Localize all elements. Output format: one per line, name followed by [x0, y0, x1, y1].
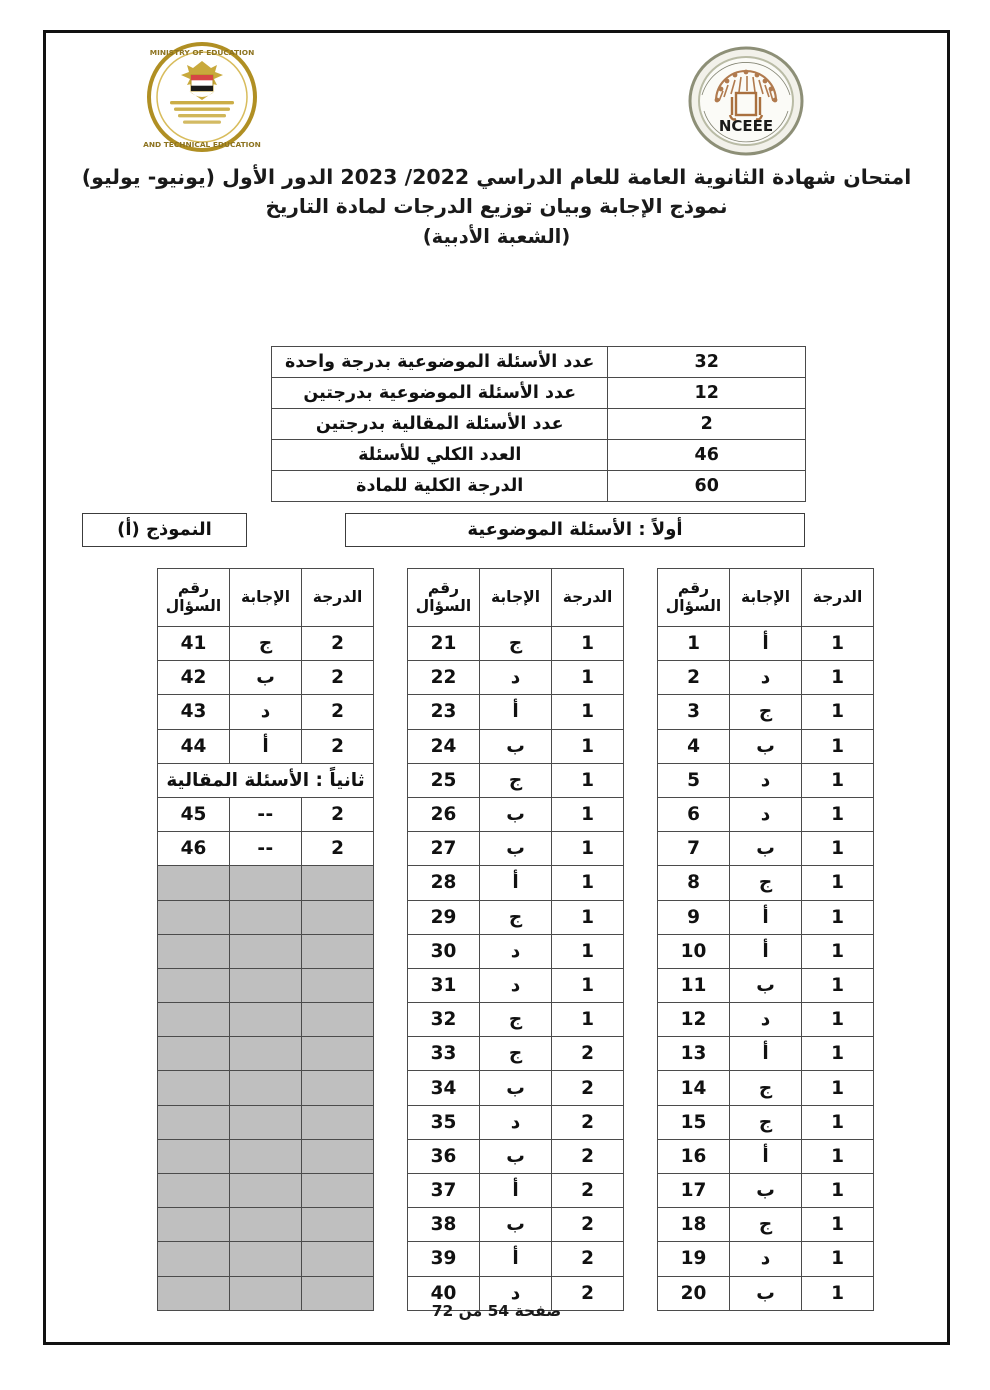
- cell-answer: د: [480, 1276, 552, 1310]
- table-row: [658, 763, 874, 797]
- header-degree: الدرجة: [802, 569, 874, 627]
- summary-value: 46: [608, 440, 806, 471]
- cell-question-no: 22: [408, 661, 480, 695]
- cell-empty: [230, 1139, 302, 1173]
- cell-degree: 2: [302, 729, 374, 763]
- cell-answer: أ: [480, 1174, 552, 1208]
- header-answer: الإجابة: [480, 569, 552, 627]
- cell-question-no: 10: [658, 934, 730, 968]
- cell-degree: 2: [552, 1105, 624, 1139]
- summary-label: عدد الأسئلة الموضوعية بدرجة واحدة: [272, 347, 608, 378]
- table-row-empty: [158, 866, 374, 900]
- cell-answer: ج: [480, 627, 552, 661]
- title-line-3: (الشعبة الأدبية): [422, 224, 571, 248]
- cell-answer: ج: [730, 695, 802, 729]
- cell-answer: ب: [730, 968, 802, 1002]
- cell-question-no: 35: [408, 1105, 480, 1139]
- table-row-empty: [158, 1242, 374, 1276]
- ministry-of-education-logo: [141, 41, 263, 153]
- table-row: [658, 627, 874, 661]
- cell-degree: 1: [552, 763, 624, 797]
- cell-empty: [158, 1208, 230, 1242]
- cell-answer: ج: [730, 1071, 802, 1105]
- cell-degree: 1: [552, 797, 624, 831]
- table-row: [658, 1139, 874, 1173]
- cell-answer: أ: [480, 866, 552, 900]
- cell-answer: د: [730, 1242, 802, 1276]
- table-row: [408, 729, 624, 763]
- summary-value: 2: [608, 409, 806, 440]
- cell-degree: 1: [552, 968, 624, 1002]
- cell-degree: 1: [802, 1003, 874, 1037]
- cell-answer: د: [480, 1105, 552, 1139]
- table-row: [658, 1105, 874, 1139]
- cell-answer: --: [230, 832, 302, 866]
- cell-degree: 1: [802, 968, 874, 1002]
- cell-answer: أ: [480, 695, 552, 729]
- cell-question-no: 17: [658, 1174, 730, 1208]
- cell-degree: 2: [552, 1174, 624, 1208]
- header-logos: [46, 33, 947, 163]
- cell-question-no: 4: [658, 729, 730, 763]
- table-row: [408, 1139, 624, 1173]
- table-row: [408, 1003, 624, 1037]
- table-row: [158, 695, 374, 729]
- nceee-logo: [686, 45, 806, 157]
- cell-empty: [302, 866, 374, 900]
- cell-answer: --: [230, 797, 302, 831]
- table-row: [158, 661, 374, 695]
- cell-empty: [158, 1037, 230, 1071]
- cell-question-no: 46: [158, 832, 230, 866]
- cell-answer: ب: [480, 1208, 552, 1242]
- cell-answer: د: [730, 1003, 802, 1037]
- table-row: [408, 661, 624, 695]
- cell-empty: [158, 1105, 230, 1139]
- cell-degree: 1: [802, 661, 874, 695]
- cell-question-no: 2: [658, 661, 730, 695]
- answer-table-questions-21-40: [407, 568, 624, 1311]
- cell-degree: 2: [552, 1139, 624, 1173]
- cell-answer: د: [730, 797, 802, 831]
- svg-text:AND TECHNICAL EDUCATION: AND TECHNICAL EDUCATION: [143, 140, 261, 149]
- cell-degree: 1: [552, 866, 624, 900]
- cell-degree: 2: [552, 1037, 624, 1071]
- table-row-empty: [158, 900, 374, 934]
- cell-question-no: 45: [158, 797, 230, 831]
- cell-empty: [230, 1071, 302, 1105]
- header-answer: الإجابة: [730, 569, 802, 627]
- cell-empty: [230, 934, 302, 968]
- table-row: [658, 729, 874, 763]
- table-row-empty: [158, 1208, 374, 1242]
- cell-degree: 2: [302, 661, 374, 695]
- cell-empty: [230, 968, 302, 1002]
- cell-degree: 1: [802, 763, 874, 797]
- essay-section-label: ثانياً : الأسئلة المقالية: [158, 763, 374, 797]
- cell-question-no: 32: [408, 1003, 480, 1037]
- cell-answer: أ: [730, 934, 802, 968]
- cell-empty: [158, 934, 230, 968]
- cell-empty: [230, 1174, 302, 1208]
- summary-label: عدد الأسئلة الموضوعية بدرجتين: [272, 378, 608, 409]
- table-header-row: [408, 569, 624, 627]
- cell-degree: 1: [802, 1139, 874, 1173]
- title-line-1: امتحان شهادة الثانوية العامة للعام الدراسي 2022/ 2023 الدور الأول (يونيو- يوليو): [81, 165, 912, 189]
- cell-question-no: 20: [658, 1276, 730, 1310]
- header-question-no-l2: السؤال: [165, 596, 222, 615]
- answer-table-questions-41-46: [157, 568, 374, 1311]
- table-row: [158, 627, 374, 661]
- header-question-no-l1: رقم: [677, 578, 710, 597]
- cell-empty: [230, 1242, 302, 1276]
- table-row: [408, 797, 624, 831]
- cell-answer: ب: [480, 832, 552, 866]
- cell-empty: [302, 1003, 374, 1037]
- cell-answer: ب: [730, 1276, 802, 1310]
- table-row: [408, 1174, 624, 1208]
- document-titles: [46, 163, 947, 250]
- table-row: [408, 627, 624, 661]
- page-footer: صفحة 54 من 72: [431, 1302, 562, 1320]
- cell-empty: [302, 1174, 374, 1208]
- title-line-2: نموذج الإجابة وبيان توزيع الدرجات لمادة التاريخ: [265, 194, 728, 219]
- cell-answer: ج: [730, 1208, 802, 1242]
- cell-answer: أ: [480, 1242, 552, 1276]
- cell-degree: 2: [552, 1208, 624, 1242]
- cell-answer: ج: [730, 1105, 802, 1139]
- cell-answer: ب: [230, 661, 302, 695]
- table-row-empty: [158, 1003, 374, 1037]
- cell-degree: 1: [552, 695, 624, 729]
- cell-answer: ج: [480, 1003, 552, 1037]
- cell-question-no: 3: [658, 695, 730, 729]
- cell-empty: [230, 1003, 302, 1037]
- table-row: [408, 968, 624, 1002]
- summary-row: [272, 378, 806, 409]
- table-row: [658, 797, 874, 831]
- cell-degree: 2: [302, 797, 374, 831]
- cell-degree: 1: [802, 1071, 874, 1105]
- cell-empty: [158, 900, 230, 934]
- summary-value: 32: [608, 347, 806, 378]
- table-row-empty: [158, 968, 374, 1002]
- summary-label: الدرجة الكلية للمادة: [272, 471, 608, 502]
- summary-label: العدد الكلي للأسئلة: [272, 440, 608, 471]
- table-row: [658, 1208, 874, 1242]
- cell-degree: 1: [802, 627, 874, 661]
- cell-empty: [158, 1174, 230, 1208]
- cell-empty: [302, 1037, 374, 1071]
- cell-question-no: 9: [658, 900, 730, 934]
- cell-question-no: 42: [158, 661, 230, 695]
- header-degree: الدرجة: [552, 569, 624, 627]
- table-row: [658, 866, 874, 900]
- header-question-no-l1: رقم: [427, 578, 460, 597]
- table-row: [408, 934, 624, 968]
- cell-question-no: 6: [658, 797, 730, 831]
- cell-question-no: 1: [658, 627, 730, 661]
- cell-empty: [158, 968, 230, 1002]
- table-row: [658, 661, 874, 695]
- cell-answer: أ: [230, 729, 302, 763]
- cell-answer: أ: [730, 1139, 802, 1173]
- cell-question-no: 31: [408, 968, 480, 1002]
- answer-table-questions-1-20: [657, 568, 874, 1311]
- cell-answer: ج: [480, 1037, 552, 1071]
- summary-row: [272, 409, 806, 440]
- cell-degree: 1: [802, 832, 874, 866]
- header-question-no: [408, 569, 480, 627]
- cell-question-no: 29: [408, 900, 480, 934]
- cell-answer: ب: [730, 729, 802, 763]
- cell-degree: 1: [802, 729, 874, 763]
- cell-answer: د: [480, 934, 552, 968]
- cell-answer: ب: [730, 832, 802, 866]
- cell-question-no: 33: [408, 1037, 480, 1071]
- summary-row: [272, 347, 806, 378]
- cell-empty: [302, 934, 374, 968]
- cell-empty: [158, 1242, 230, 1276]
- cell-question-no: 36: [408, 1139, 480, 1173]
- summary-row: [272, 440, 806, 471]
- table-row-empty: [158, 1071, 374, 1105]
- cell-degree: 1: [802, 866, 874, 900]
- cell-empty: [158, 1003, 230, 1037]
- cell-question-no: 13: [658, 1037, 730, 1071]
- cell-empty: [302, 1105, 374, 1139]
- cell-degree: 2: [552, 1242, 624, 1276]
- nceee-logo-text: NCEEE: [718, 117, 774, 135]
- header-question-no: [658, 569, 730, 627]
- cell-question-no: 19: [658, 1242, 730, 1276]
- cell-answer: ب: [480, 797, 552, 831]
- cell-degree: 1: [802, 1208, 874, 1242]
- section-bands: [46, 513, 947, 547]
- table-row-empty: [158, 1174, 374, 1208]
- cell-answer: أ: [730, 900, 802, 934]
- summary-label: عدد الأسئلة المقالية بدرجتين: [272, 409, 608, 440]
- table-row: [658, 900, 874, 934]
- cell-empty: [230, 866, 302, 900]
- cell-empty: [230, 1037, 302, 1071]
- cell-question-no: 40: [408, 1276, 480, 1310]
- cell-question-no: 15: [658, 1105, 730, 1139]
- table-row: [658, 968, 874, 1002]
- header-question-no-l1: رقم: [177, 578, 210, 597]
- table-row: [158, 832, 374, 866]
- cell-answer: أ: [730, 1037, 802, 1071]
- cell-question-no: 11: [658, 968, 730, 1002]
- cell-question-no: 37: [408, 1174, 480, 1208]
- table-row: [408, 1037, 624, 1071]
- cell-empty: [302, 900, 374, 934]
- cell-empty: [230, 1208, 302, 1242]
- cell-answer: أ: [730, 627, 802, 661]
- cell-answer: د: [730, 763, 802, 797]
- cell-question-no: 44: [158, 729, 230, 763]
- cell-question-no: 21: [408, 627, 480, 661]
- cell-answer: ب: [480, 729, 552, 763]
- cell-question-no: 14: [658, 1071, 730, 1105]
- cell-question-no: 24: [408, 729, 480, 763]
- header-question-no-l2: السؤال: [415, 596, 472, 615]
- cell-degree: 1: [802, 1174, 874, 1208]
- summary-table: [271, 346, 806, 502]
- cell-answer: ج: [730, 866, 802, 900]
- summary-value: 60: [608, 471, 806, 502]
- cell-degree: 1: [552, 832, 624, 866]
- cell-degree: 2: [552, 1276, 624, 1310]
- cell-degree: 1: [552, 900, 624, 934]
- cell-degree: 1: [802, 1276, 874, 1310]
- cell-question-no: 28: [408, 866, 480, 900]
- cell-answer: د: [730, 661, 802, 695]
- cell-question-no: 38: [408, 1208, 480, 1242]
- table-row: [408, 1242, 624, 1276]
- table-row: [408, 1071, 624, 1105]
- cell-empty: [158, 1139, 230, 1173]
- objective-section-band: أولاً : الأسئلة الموضوعية: [345, 513, 805, 547]
- cell-empty: [302, 968, 374, 1002]
- cell-answer: ب: [730, 1174, 802, 1208]
- cell-answer: ج: [230, 627, 302, 661]
- table-row: [408, 763, 624, 797]
- cell-degree: 1: [802, 1105, 874, 1139]
- table-row: [658, 695, 874, 729]
- cell-degree: 2: [302, 627, 374, 661]
- table-header-row: [658, 569, 874, 627]
- cell-degree: 1: [552, 627, 624, 661]
- cell-degree: 1: [552, 661, 624, 695]
- cell-empty: [302, 1139, 374, 1173]
- cell-question-no: 30: [408, 934, 480, 968]
- cell-answer: ج: [480, 763, 552, 797]
- summary-table-wrap: [271, 346, 806, 502]
- table-row: [658, 832, 874, 866]
- cell-empty: [158, 1071, 230, 1105]
- cell-empty: [230, 900, 302, 934]
- cell-answer: ب: [480, 1139, 552, 1173]
- table-row: [658, 1242, 874, 1276]
- cell-degree: 1: [802, 695, 874, 729]
- table-row-empty: [158, 934, 374, 968]
- cell-degree: 1: [802, 900, 874, 934]
- cell-question-no: 26: [408, 797, 480, 831]
- table-row: [408, 695, 624, 729]
- table-row: [658, 934, 874, 968]
- summary-row: [272, 471, 806, 502]
- table-row: [658, 1174, 874, 1208]
- cell-question-no: 25: [408, 763, 480, 797]
- table-row: [658, 1071, 874, 1105]
- cell-degree: 1: [552, 1003, 624, 1037]
- table-row-empty: [158, 1037, 374, 1071]
- table-row: [408, 1208, 624, 1242]
- cell-degree: 2: [302, 832, 374, 866]
- cell-question-no: 27: [408, 832, 480, 866]
- cell-question-no: 39: [408, 1242, 480, 1276]
- cell-question-no: 23: [408, 695, 480, 729]
- cell-degree: 1: [552, 729, 624, 763]
- cell-empty: [302, 1242, 374, 1276]
- table-row: [658, 1003, 874, 1037]
- cell-answer: ج: [480, 900, 552, 934]
- table-row: [158, 797, 374, 831]
- cell-degree: 2: [302, 695, 374, 729]
- page-frame: [43, 30, 950, 1345]
- cell-degree: 1: [802, 1037, 874, 1071]
- cell-degree: 1: [552, 934, 624, 968]
- cell-question-no: 16: [658, 1139, 730, 1173]
- table-row: [658, 1037, 874, 1071]
- cell-question-no: 8: [658, 866, 730, 900]
- cell-question-no: 18: [658, 1208, 730, 1242]
- cell-answer: د: [230, 695, 302, 729]
- header-degree: الدرجة: [302, 569, 374, 627]
- essay-section-row: [158, 763, 374, 797]
- cell-empty: [302, 1071, 374, 1105]
- table-row-empty: [158, 1105, 374, 1139]
- header-question-no: [158, 569, 230, 627]
- cell-degree: 1: [802, 1242, 874, 1276]
- summary-value: 12: [608, 378, 806, 409]
- table-row: [408, 1105, 624, 1139]
- cell-empty: [230, 1105, 302, 1139]
- cell-answer: د: [480, 661, 552, 695]
- cell-answer: د: [480, 968, 552, 1002]
- cell-question-no: 41: [158, 627, 230, 661]
- table-row: [408, 832, 624, 866]
- cell-degree: 1: [802, 934, 874, 968]
- table-row: [408, 866, 624, 900]
- cell-empty: [302, 1208, 374, 1242]
- cell-question-no: 12: [658, 1003, 730, 1037]
- cell-question-no: 34: [408, 1071, 480, 1105]
- cell-answer: ب: [480, 1071, 552, 1105]
- model-band: النموذج (أ): [82, 513, 247, 547]
- cell-degree: 2: [552, 1071, 624, 1105]
- cell-question-no: 5: [658, 763, 730, 797]
- table-row-empty: [158, 1139, 374, 1173]
- table-row: [408, 900, 624, 934]
- cell-question-no: 43: [158, 695, 230, 729]
- cell-degree: 1: [802, 797, 874, 831]
- answer-tables: [46, 568, 947, 1313]
- svg-text:MINISTRY OF EDUCATION: MINISTRY OF EDUCATION: [149, 48, 255, 57]
- table-header-row: [158, 569, 374, 627]
- header-question-no-l2: السؤال: [665, 596, 722, 615]
- cell-question-no: 7: [658, 832, 730, 866]
- header-answer: الإجابة: [230, 569, 302, 627]
- table-row: [158, 729, 374, 763]
- cell-empty: [158, 866, 230, 900]
